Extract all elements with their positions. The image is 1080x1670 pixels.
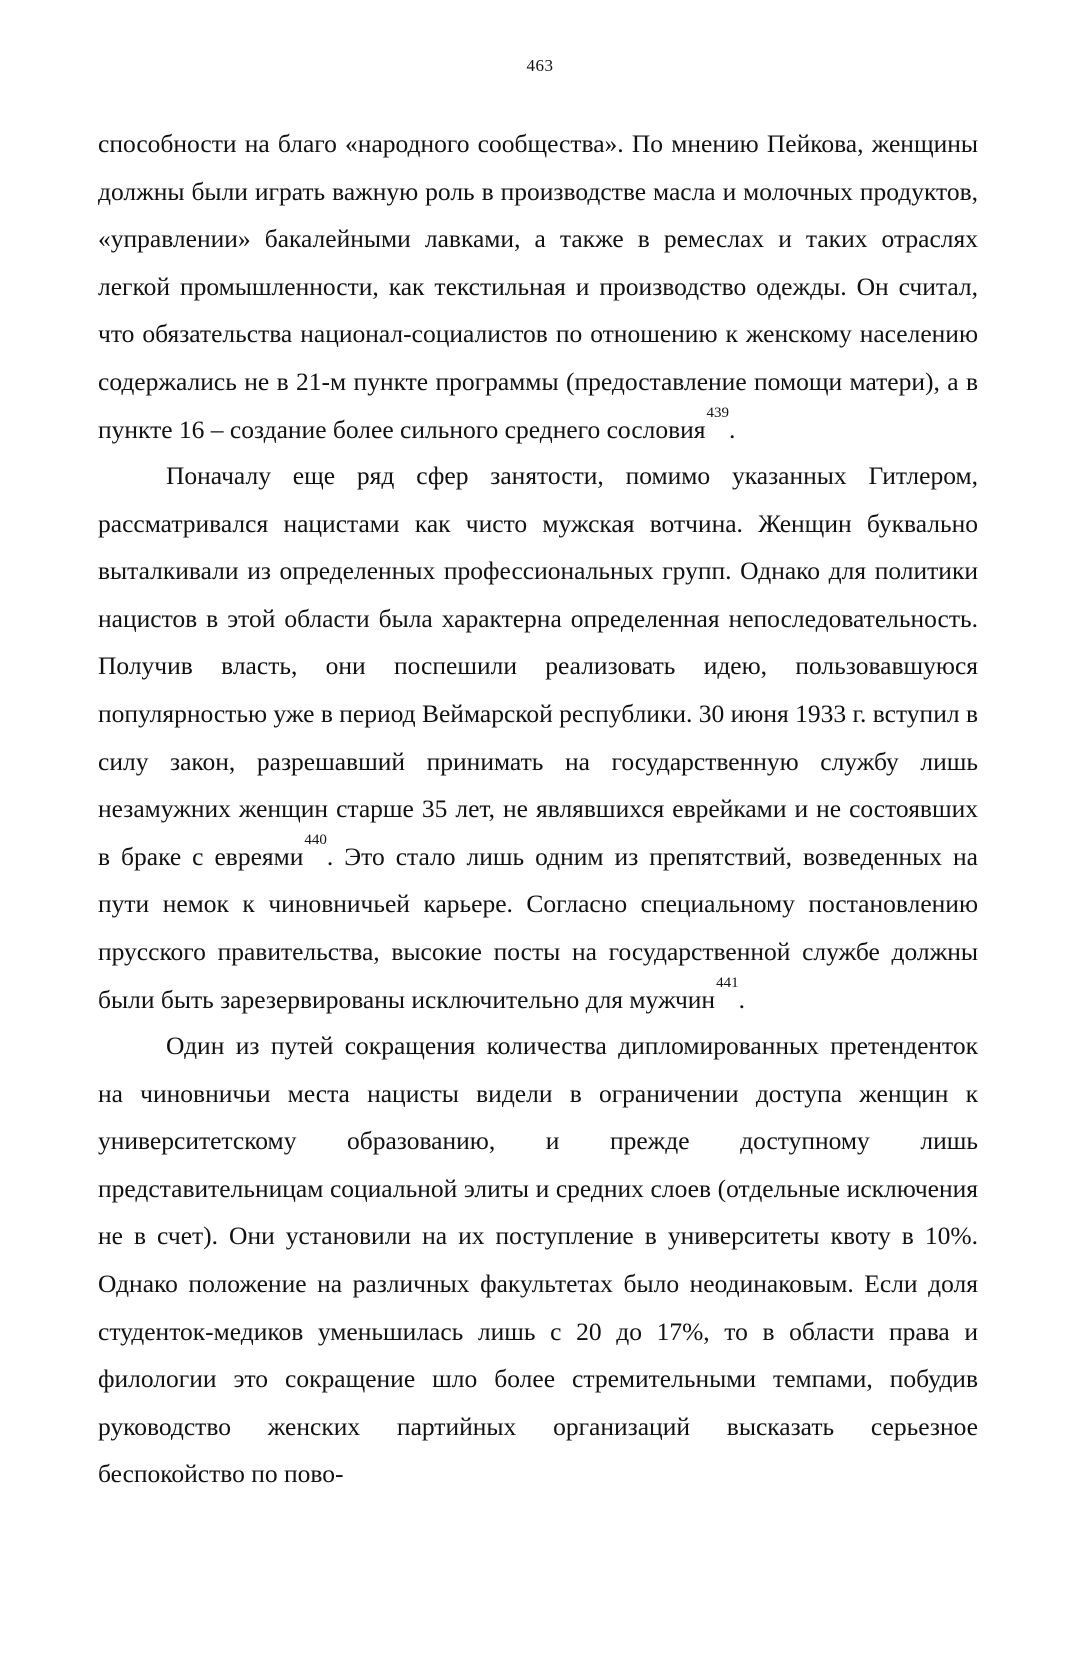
footnote-ref[interactable]: 439 xyxy=(706,405,730,422)
footnote-ref[interactable]: 440 xyxy=(304,832,327,849)
paragraph-text: способности на благо «народного сообщества». По мнению Пейкова, женщины должны были играть важную роль в производстве масла и молочных продуктов, «управлении» бакалейными лавками, а также в ремеслах и таких отраслях легкой промышленности, как текстильная и производство одежды. Он считал, что обязательства национал-социалистов по отношению к женскому населению содержались не в 21-м пункте программы (предоставление помощи матери), а в пункте 16 – создание более сильного среднего сословия$^{439}$. xyxy=(98,129,978,444)
page-number: 463 xyxy=(526,56,554,75)
paragraph-text: Один из путей сокращения количества дипломированных претенденток на чиновничьи места нацисты видели в ограничении доступа женщин к университетскому образованию, и прежде доступному лишь представительницам социальной элиты и средних слоев (отдельные исключения не в счет). Они установили на их поступление в университеты квоту в 10%. Однако положение на различных факультетах было неодинаковым. Если доля студенток-медиков уменьшилась лишь с 20 до 17%, то в области права и филологии это сокращение шло более стремительными темпами, побудив руководство женских партийных организаций высказать серьезное беспокойство по пово- xyxy=(98,1031,978,1489)
paragraph xyxy=(98,452,978,1023)
paragraph xyxy=(98,120,978,453)
paragraph xyxy=(98,1022,978,1498)
paragraph-text: Поначалу еще ряд сфер занятости, помимо указанных Гитлером, рассматривался нацистами как чисто мужская вотчина. Женщин буквально выталкивали из определенных профессиональных групп. Однако для политики нацистов в этой области была характерна определенная непоследовательность. Получив власть, они поспешили реализовать идею, пользовавшуюся популярностью уже в период Веймарской республики. 30 июня 1933 г. вступил в силу закон, разрешавший принимать на государственную службу лишь незамужних женщин старше 35 лет, не являвшихся еврейками и не состоявших в браке с евреями$^{440}$. Это стало лишь одним из препятствий, возведенных на пути немок к чиновничьей карьере. Согласно специальному постановлению прусского правительства, высокие посты на государственной службе должны были быть зарезервированы исключительно для мужчин$^{441}$. xyxy=(98,461,978,1014)
footnote-ref[interactable]: 441 xyxy=(716,975,739,992)
